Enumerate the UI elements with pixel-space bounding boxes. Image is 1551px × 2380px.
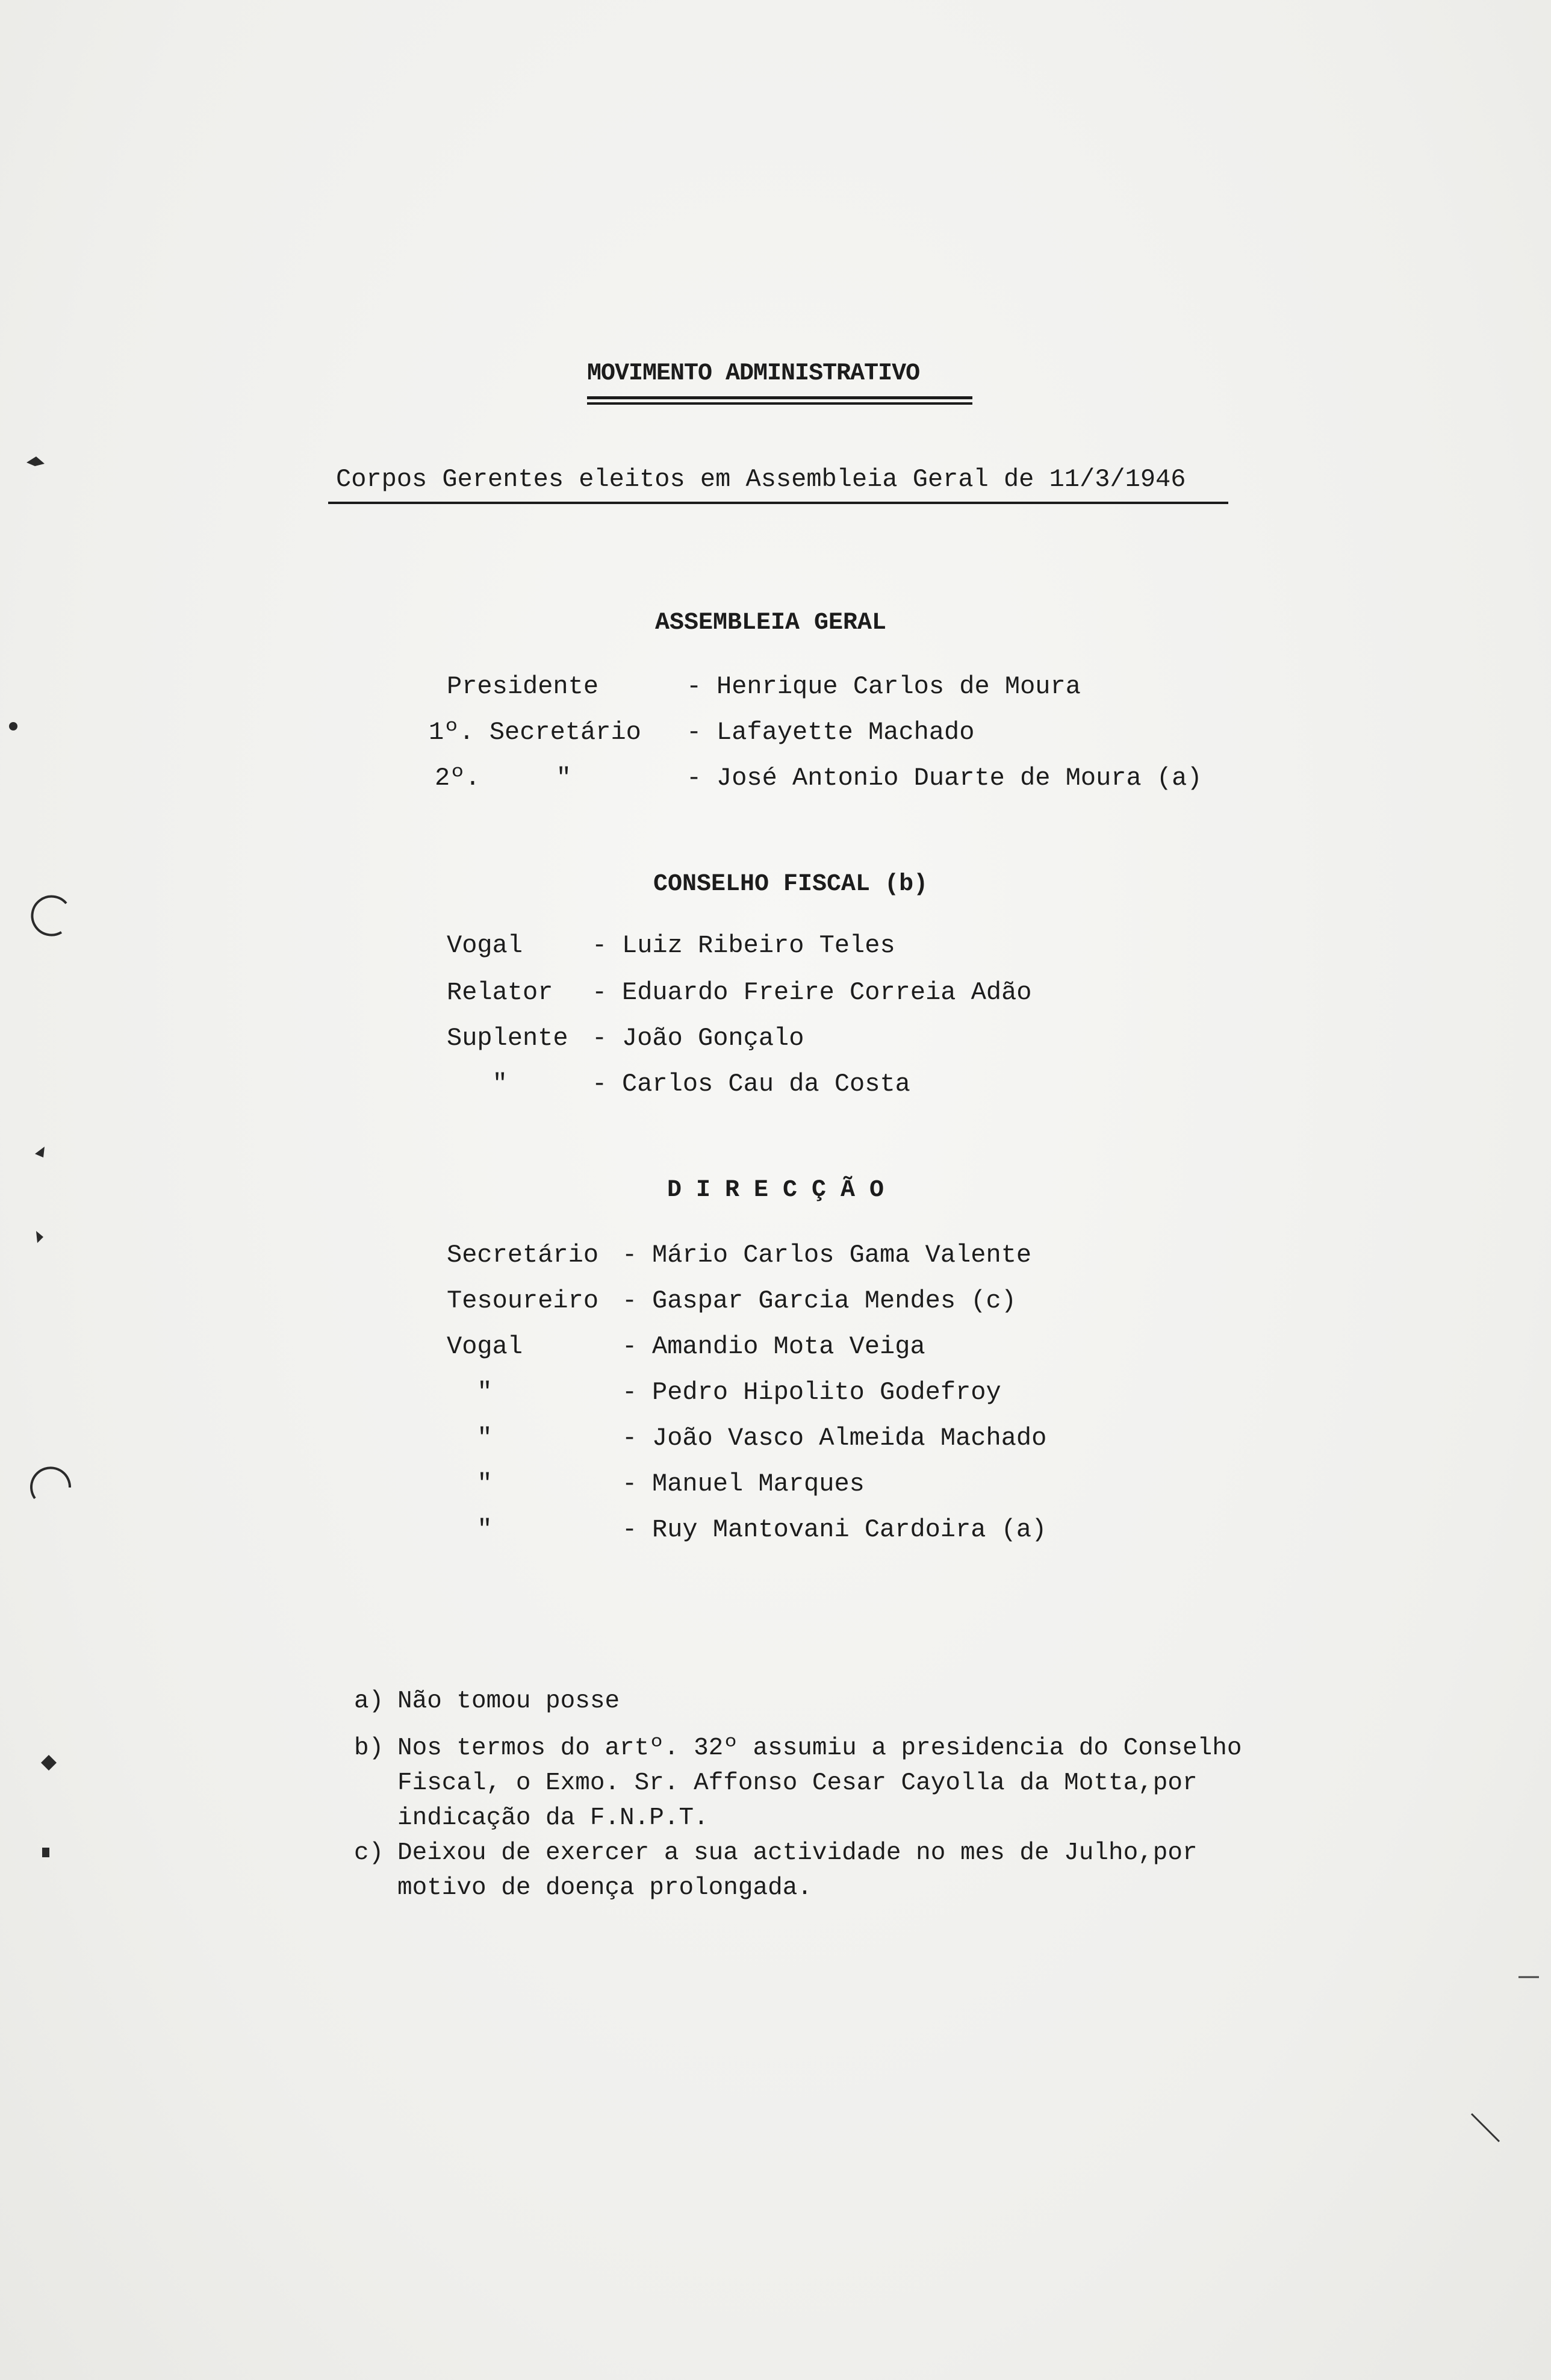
ink-speck-mark bbox=[7, 720, 19, 732]
member-name: José Antonio Duarte de Moura (a) bbox=[716, 764, 1202, 793]
punch-hole-mark bbox=[24, 885, 78, 939]
role-label: " bbox=[447, 1378, 493, 1407]
separator-dash: - bbox=[622, 1469, 638, 1498]
document-subtitle: Corpos Gerentes eleitos em Assembleia Geral de 11/3/1946 bbox=[336, 465, 1186, 494]
footnote-text: motivo de doença prolongada. bbox=[397, 1874, 812, 1902]
role-label: " bbox=[447, 1070, 508, 1098]
role-label: 1º. Secretário bbox=[429, 718, 641, 747]
role-label: Presidente bbox=[447, 672, 599, 701]
separator-dash: - bbox=[622, 1286, 638, 1315]
subtitle-underline bbox=[328, 502, 1228, 504]
separator-dash: - bbox=[686, 672, 702, 701]
member-name: João Vasco Almeida Machado bbox=[652, 1424, 1047, 1453]
separator-dash: - bbox=[622, 1424, 638, 1453]
document-title: MOVIMENTO ADMINISTRATIVO bbox=[587, 360, 920, 387]
separator-dash: - bbox=[592, 1070, 608, 1098]
role-label: " bbox=[447, 1515, 493, 1544]
footnote-text: Deixou de exercer a sua actividade no mes de Julho,por bbox=[397, 1839, 1198, 1867]
stray-stroke-mark bbox=[1468, 2110, 1504, 2146]
member-name: Mário Carlos Gama Valente bbox=[652, 1241, 1032, 1269]
member-name: Lafayette Machado bbox=[716, 718, 975, 747]
separator-dash: - bbox=[622, 1515, 638, 1544]
role-label: 2º. " bbox=[435, 764, 571, 793]
section-heading-assembleia-geral: ASSEMBLEIA GERAL bbox=[655, 609, 887, 637]
section-heading-conselho-fiscal: CONSELHO FISCAL (b) bbox=[653, 871, 928, 898]
ink-speck-mark bbox=[31, 1143, 49, 1161]
member-name: Carlos Cau da Costa bbox=[622, 1070, 910, 1098]
stray-stroke-mark bbox=[1517, 1974, 1541, 1980]
ink-speck-mark bbox=[40, 1845, 52, 1860]
role-label: " bbox=[447, 1424, 493, 1453]
role-label: Tesoureiro bbox=[447, 1286, 599, 1315]
role-label: " bbox=[447, 1469, 493, 1498]
ink-speck-mark bbox=[33, 1229, 47, 1245]
role-label: Vogal bbox=[447, 1332, 523, 1361]
member-name: Amandio Mota Veiga bbox=[652, 1332, 925, 1361]
separator-dash: - bbox=[686, 718, 702, 747]
role-label: Vogal bbox=[447, 931, 523, 960]
role-label: Secretário bbox=[447, 1241, 599, 1269]
separator-dash: - bbox=[622, 1241, 638, 1269]
footnote-marker: c) bbox=[354, 1839, 384, 1867]
ink-speck-mark bbox=[40, 1754, 58, 1772]
member-name: Manuel Marques bbox=[652, 1469, 865, 1498]
separator-dash: - bbox=[592, 978, 608, 1007]
title-underline-second bbox=[587, 402, 972, 405]
separator-dash: - bbox=[622, 1378, 638, 1407]
member-name: Luiz Ribeiro Teles bbox=[622, 931, 895, 960]
role-label: Relator bbox=[447, 978, 553, 1007]
punch-hole-mark bbox=[24, 1457, 78, 1512]
footnote-marker: b) bbox=[354, 1734, 384, 1762]
role-label: Suplente bbox=[447, 1024, 568, 1053]
footnote-text: Não tomou posse bbox=[397, 1687, 620, 1715]
footnote-text: Nos termos do artº. 32º assumiu a presidencia do Conselho bbox=[397, 1734, 1242, 1762]
member-name: Pedro Hipolito Godefroy bbox=[652, 1378, 1001, 1407]
member-name: Ruy Mantovani Cardoira (a) bbox=[652, 1515, 1047, 1544]
separator-dash: - bbox=[686, 764, 702, 793]
separator-dash: - bbox=[622, 1332, 638, 1361]
ink-speck-mark bbox=[24, 453, 48, 471]
member-name: João Gonçalo bbox=[622, 1024, 804, 1053]
separator-dash: - bbox=[592, 1024, 608, 1053]
member-name: Henrique Carlos de Moura bbox=[716, 672, 1081, 701]
footnote-text: Fiscal, o Exmo. Sr. Affonso Cesar Cayolla da Motta,por bbox=[397, 1769, 1198, 1797]
section-heading-direccao: D I R E C Ç Ã O bbox=[667, 1177, 884, 1204]
footnote-text: indicação da F.N.P.T. bbox=[397, 1804, 709, 1832]
member-name: Eduardo Freire Correia Adão bbox=[622, 978, 1032, 1007]
title-underline bbox=[587, 396, 972, 399]
separator-dash: - bbox=[592, 931, 608, 960]
footnote-marker: a) bbox=[354, 1687, 384, 1715]
member-name: Gaspar Garcia Mendes (c) bbox=[652, 1286, 1016, 1315]
